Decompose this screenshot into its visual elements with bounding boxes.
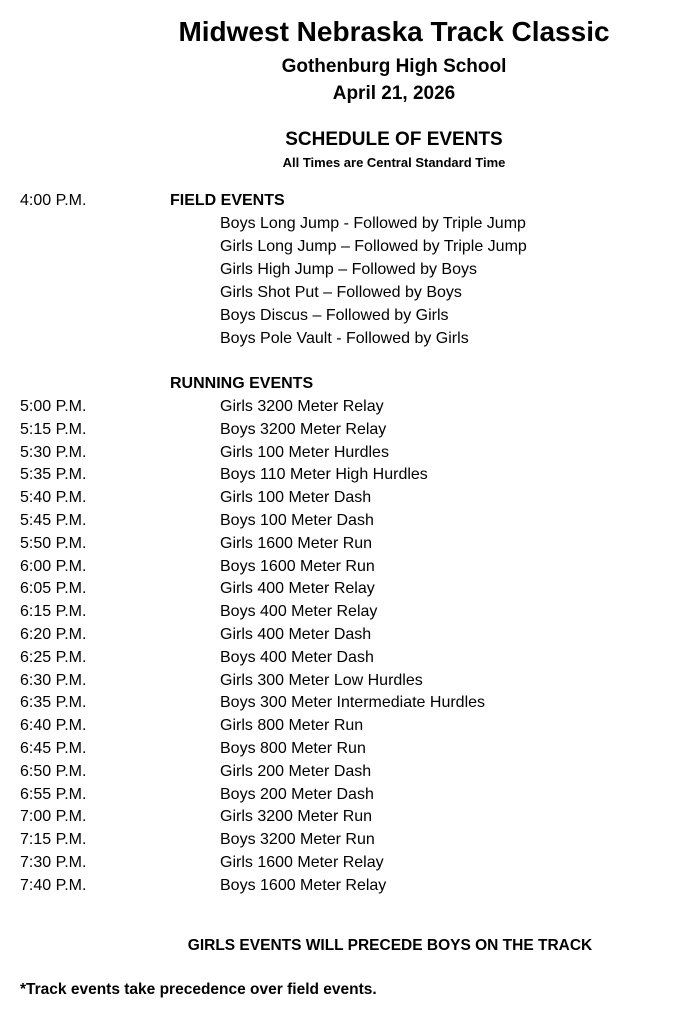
time-zone-note: All Times are Central Standard Time <box>282 155 506 170</box>
event-name: Boys 3200 Meter Relay <box>220 420 387 438</box>
event-name: Boys 1600 Meter Relay <box>220 876 387 894</box>
event-name: Boys 3200 Meter Run <box>220 831 375 849</box>
event-time: 6:55 P.M. <box>20 785 87 803</box>
event-time: 7:15 P.M. <box>20 831 87 849</box>
event-name: Boys 400 Meter Relay <box>220 603 378 621</box>
event-time: 6:30 P.M. <box>20 671 87 689</box>
event-time: 6:40 P.M. <box>20 717 87 735</box>
event-name: Girls 800 Meter Run <box>220 717 364 735</box>
event-name: Girls 1600 Meter Run <box>220 534 373 552</box>
precedence-note: *Track events take precedence over field events. <box>20 981 377 998</box>
event-name: Boys 1600 Meter Run <box>220 557 375 575</box>
event-time: 6:25 P.M. <box>20 648 87 666</box>
document-title: Midwest Nebraska Track Classic <box>178 16 610 47</box>
field-event-name: Boys Pole Vault - Followed by Girls <box>220 330 469 347</box>
event-name: Girls 100 Meter Hurdles <box>220 443 389 461</box>
field-event-name: Boys Discus – Followed by Girls <box>220 307 449 324</box>
event-time: 5:45 P.M. <box>20 512 87 529</box>
field-event-name: Girls Shot Put – Followed by Boys <box>220 284 462 301</box>
event-name: Boys 110 Meter High Hurdles <box>220 466 428 484</box>
event-name: Boys 400 Meter Dash <box>220 648 374 666</box>
event-time: 7:30 P.M. <box>20 854 87 871</box>
event-time: 5:30 P.M. <box>20 443 87 461</box>
event-time: 5:40 P.M. <box>20 489 87 507</box>
event-time: 6:15 P.M. <box>20 603 87 621</box>
field-events-heading: FIELD EVENTS <box>170 192 285 209</box>
event-name: Girls 1600 Meter Relay <box>220 854 384 871</box>
event-time: 7:40 P.M. <box>20 876 87 894</box>
event-name: Girls 400 Meter Relay <box>220 580 375 598</box>
event-name: Boys 200 Meter Dash <box>220 785 374 803</box>
event-name: Girls 200 Meter Dash <box>220 762 372 780</box>
schedule-heading: SCHEDULE OF EVENTS <box>285 129 503 150</box>
event-time: 6:00 P.M. <box>20 557 87 575</box>
event-time: 5:50 P.M. <box>20 534 87 552</box>
school-name: Gothenburg High School <box>281 56 507 77</box>
running-events-heading: RUNNING EVENTS <box>170 375 314 392</box>
event-name: Girls 3200 Meter Relay <box>220 398 384 415</box>
event-name: Girls 400 Meter Dash <box>220 626 372 643</box>
event-name: Boys 100 Meter Dash <box>220 512 374 529</box>
field-event-name: Girls Long Jump – Followed by Triple Jump <box>220 238 527 255</box>
event-name: Girls 100 Meter Dash <box>220 489 372 507</box>
event-time: 5:00 P.M. <box>20 398 87 415</box>
field-event-name: Boys Long Jump - Followed by Triple Jump <box>220 215 526 232</box>
event-name: Girls 300 Meter Low Hurdles <box>220 671 423 689</box>
event-time: 6:05 P.M. <box>20 580 87 598</box>
event-time: 6:20 P.M. <box>20 626 87 643</box>
event-name: Boys 800 Meter Run <box>220 740 366 757</box>
event-time: 6:50 P.M. <box>20 762 87 780</box>
event-name: Girls 3200 Meter Run <box>220 808 373 826</box>
event-time: 6:35 P.M. <box>20 694 87 712</box>
field-event-name: Girls High Jump – Followed by Boys <box>220 261 477 278</box>
event-time: 5:35 P.M. <box>20 466 87 484</box>
event-time: 5:15 P.M. <box>20 420 87 438</box>
event-time: 7:00 P.M. <box>20 808 87 826</box>
event-time: 6:45 P.M. <box>20 740 87 757</box>
event-name: Boys 300 Meter Intermediate Hurdles <box>220 694 486 712</box>
event-date: April 21, 2026 <box>332 83 456 104</box>
field-events-time: 4:00 P.M. <box>20 192 87 209</box>
track-order-note: GIRLS EVENTS WILL PRECEDE BOYS ON THE TRACK <box>187 937 593 954</box>
